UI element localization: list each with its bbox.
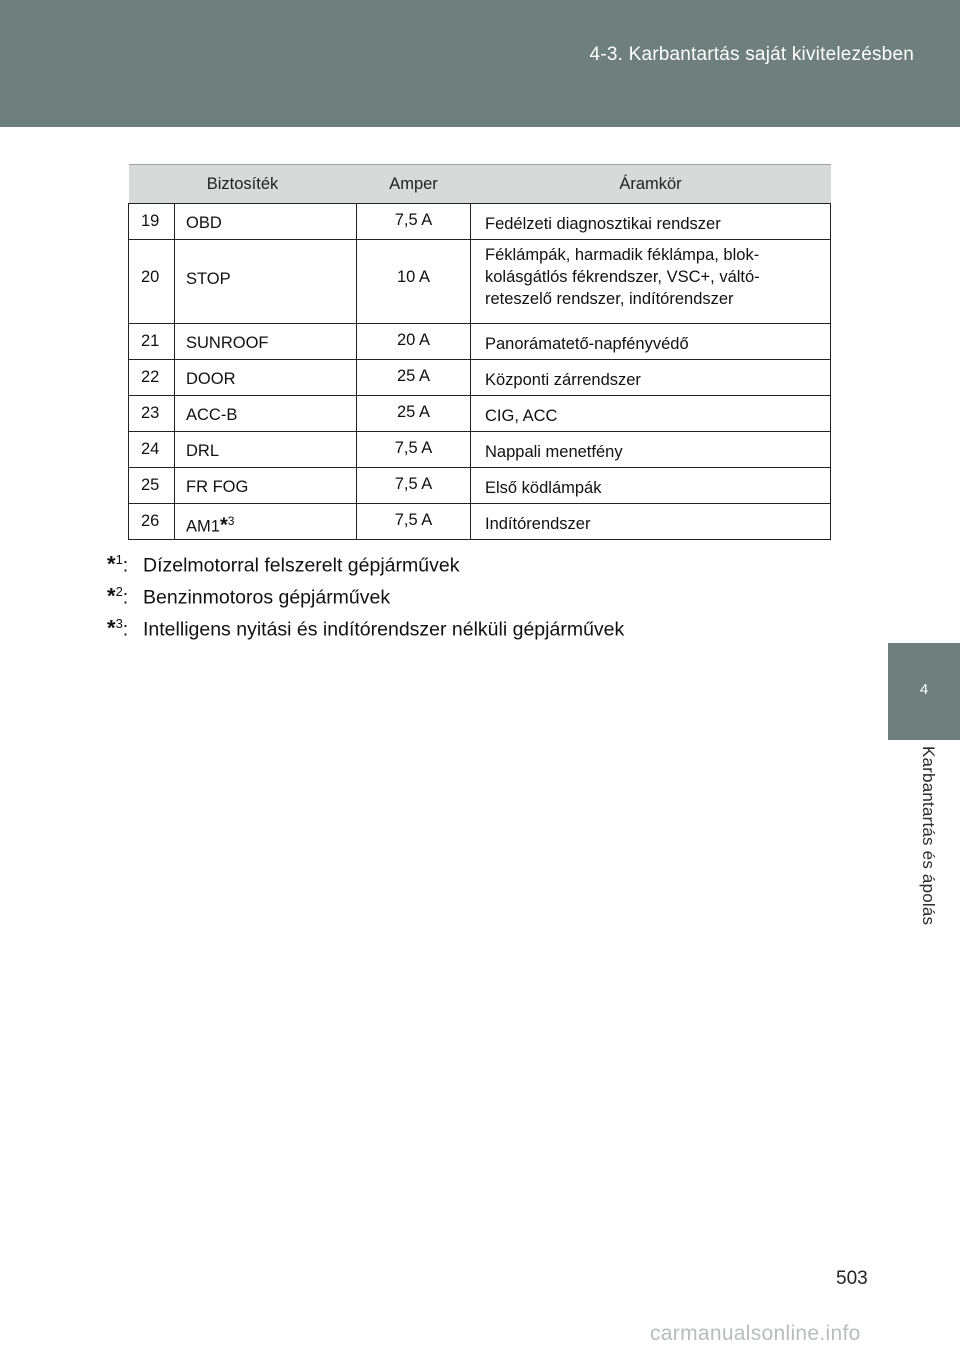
table-row: [129, 360, 831, 396]
table-row: [129, 240, 831, 324]
fuse-name: STOP: [175, 240, 357, 324]
fuse-circuit: Féklámpák, harmadik féklámpa, blok- kolásgátlós fékrendszer, VSC+, váltó- reteszelő rendszer, indítórendszer: [471, 240, 831, 324]
fuse-circuit: Nappali menetfény: [471, 432, 831, 468]
fuse-amper: 7,5 A: [357, 504, 471, 540]
chapter-tab: [888, 643, 960, 740]
fuse-circuit: Központi zárrendszer: [471, 360, 831, 396]
table-row: [129, 204, 831, 240]
fuse-amper: 25 A: [357, 360, 471, 396]
table-row: [129, 504, 831, 540]
chapter-number: 4: [919, 681, 929, 698]
header-amper: Amper: [357, 165, 471, 204]
footnote-number: 2: [115, 584, 123, 599]
fuse-amper: 25 A: [357, 396, 471, 432]
fuse-number: 20: [129, 240, 175, 324]
footnote-separator: :: [122, 618, 129, 641]
footnote-separator: :: [122, 554, 129, 577]
footnote-star: *: [107, 551, 116, 577]
fuse-circuit: Panorámatető-napfényvédő: [471, 324, 831, 360]
fuse-number: 19: [129, 204, 175, 240]
fuse-name: DRL: [175, 432, 357, 468]
footnote-text: Benzinmotoros gépjárművek: [143, 586, 391, 609]
watermark: carmanualsonline.info: [650, 1322, 861, 1345]
fuse-name: FR FOG: [175, 468, 357, 504]
footnote-text: Intelligens nyitási és indítórendszer nélküli gépjárművek: [143, 618, 625, 641]
table-row: [129, 432, 831, 468]
footnote-separator: :: [122, 586, 129, 609]
fuse-name: DOOR: [175, 360, 357, 396]
footnote: [107, 547, 624, 579]
table-row: [129, 396, 831, 432]
fuse-name: AM1: [186, 517, 220, 536]
section-title: 4-3. Karbantartás saját kivitelezésben: [589, 44, 914, 65]
footnote-number: 1: [115, 552, 123, 567]
fuse-number: 26: [129, 504, 175, 540]
fuse-circuit: Fedélzeti diagnosztikai rendszer: [471, 204, 831, 240]
footnote-star: *: [219, 514, 228, 537]
fuse-circuit: CIG, ACC: [471, 396, 831, 432]
footnote-text: Dízelmotorral felszerelt gépjárművek: [143, 554, 460, 577]
footnote-marker: [107, 547, 143, 579]
fuse-name-cell: [175, 504, 357, 540]
fuse-amper: 7,5 A: [357, 432, 471, 468]
fuse-number: 22: [129, 360, 175, 396]
footnote-star: *: [107, 615, 116, 641]
footnote: [107, 579, 624, 611]
fuse-amper: 7,5 A: [357, 204, 471, 240]
fuse-circuit: Első ködlámpák: [471, 468, 831, 504]
fuse-number: 25: [129, 468, 175, 504]
fuse-name: SUNROOF: [175, 324, 357, 360]
fuse-table: [128, 164, 831, 540]
header-circuit: Áramkör: [471, 165, 831, 204]
fuse-number: 24: [129, 432, 175, 468]
fuse-number: 21: [129, 324, 175, 360]
table-header-row: [129, 165, 831, 204]
page-number: 503: [836, 1268, 868, 1289]
footnote-star: *: [107, 583, 116, 609]
fuse-amper: 20 A: [357, 324, 471, 360]
table-row: [129, 324, 831, 360]
fuse-amper: 7,5 A: [357, 468, 471, 504]
header-band: [0, 0, 960, 127]
chapter-label: Karbantartás és ápolás: [919, 746, 938, 926]
footnote-marker: [107, 611, 143, 643]
footnote-ref: 3: [227, 514, 235, 528]
footnotes: [107, 547, 624, 643]
fuse-circuit: Indítórendszer: [471, 504, 831, 540]
fuse-amper: 10 A: [357, 240, 471, 324]
fuse-name: ACC-B: [175, 396, 357, 432]
fuse-number: 23: [129, 396, 175, 432]
fuse-name: OBD: [175, 204, 357, 240]
table-row: [129, 468, 831, 504]
footnote: [107, 611, 624, 643]
header-fuse: Biztosíték: [129, 165, 357, 204]
footnote-number: 3: [115, 616, 123, 631]
footnote-marker: [107, 579, 143, 611]
